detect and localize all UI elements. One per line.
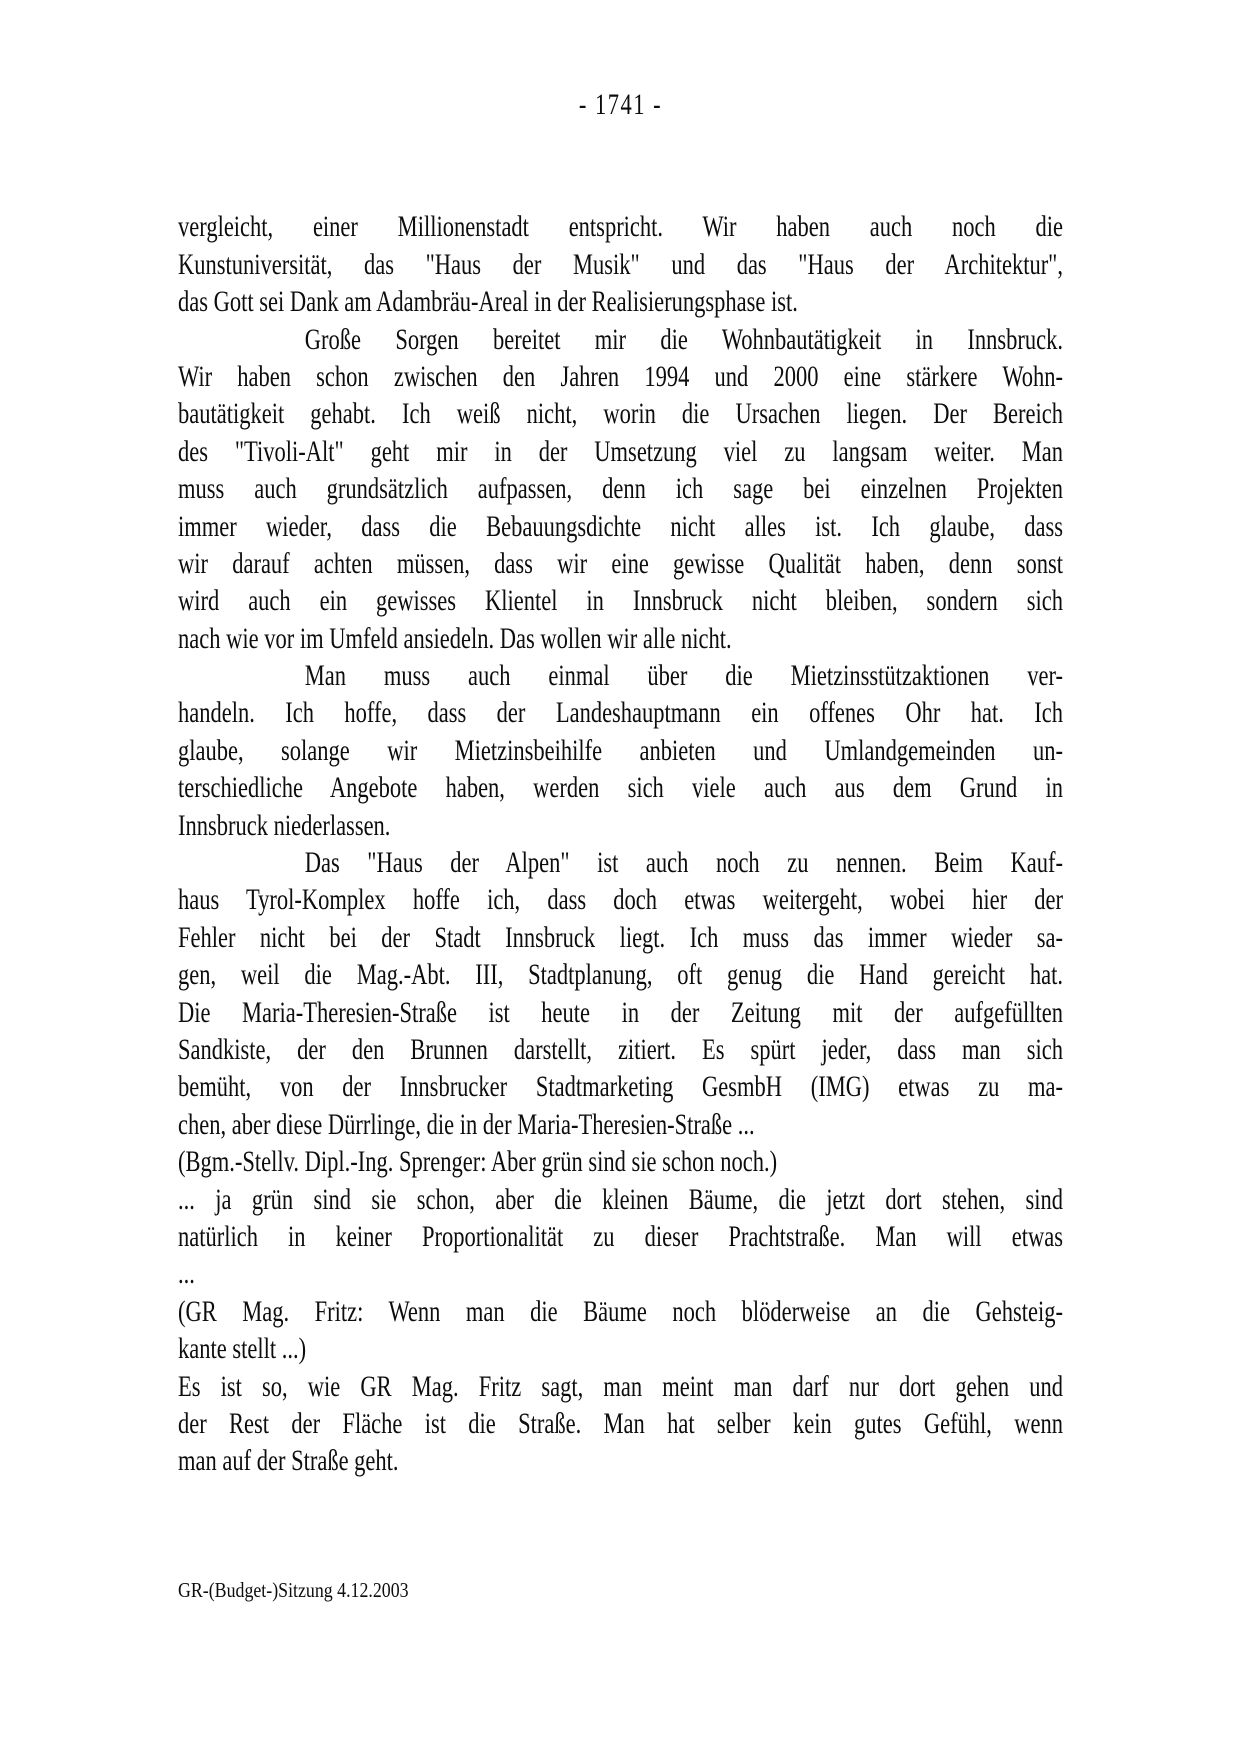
text-line: wird auch ein gewisses Klientel in Innsbruck nicht bleiben, sondern sich xyxy=(178,584,1063,618)
text-line: chen, aber diese Dürrlinge, die in der Maria-Theresien-Straße ... xyxy=(178,1107,755,1141)
text-line: vergleicht, einer Millionenstadt entspricht. Wir haben auch noch die xyxy=(178,210,1063,244)
text-line: muss auch grundsätzlich aufpassen, denn ich sage bei einzelnen Projekten xyxy=(178,472,1063,506)
text-line: Sandkiste, der den Brunnen darstellt, zitiert. Es spürt jeder, dass man sich xyxy=(178,1032,1063,1066)
text-line: haus Tyrol-Komplex hoffe ich, dass doch etwas weitergeht, wobei hier der xyxy=(178,883,1063,917)
footer-note: GR-(Budget-)Sitzung 4.12.2003 xyxy=(178,1578,409,1602)
paragraph xyxy=(178,1181,1063,1293)
paragraph xyxy=(178,1368,1063,1480)
text-line: ... ja grün sind sie schon, aber die kleinen Bäume, die jetzt dort stehen, sind xyxy=(178,1182,1063,1216)
text-line: der Rest der Fläche ist die Straße. Man hat selber kein gutes Gefühl, wenn xyxy=(178,1406,1063,1440)
text-line: Man muss auch einmal über die Mietzinsstützaktionen ver- xyxy=(304,659,1063,693)
paragraph xyxy=(178,208,1063,320)
text-line: bautätigkeit gehabt. Ich weiß nicht, worin die Ursachen liegen. Der Bereich xyxy=(178,397,1063,431)
text-line: bemüht, von der Innsbrucker Stadtmarketing GesmbH (IMG) etwas zu ma- xyxy=(178,1070,1063,1104)
text-line: (GR Mag. Fritz: Wenn man die Bäume noch blöderweise an die Gehsteig- xyxy=(178,1294,1063,1328)
text-line: Die Maria-Theresien-Straße ist heute in der Zeitung mit der aufgefüllten xyxy=(178,995,1063,1029)
text-line: immer wieder, dass die Bebauungsdichte nicht alles ist. Ich glaube, dass xyxy=(178,509,1063,543)
page-number: - 1741 - xyxy=(578,88,663,121)
paragraph xyxy=(178,1143,1063,1180)
text-line: handeln. Ich hoffe, dass der Landeshauptmann ein offenes Ohr hat. Ich xyxy=(178,696,1063,730)
text-line: gen, weil die Mag.-Abt. III, Stadtplanung, oft genug die Hand gereicht hat. xyxy=(178,958,1063,992)
text-line: Das "Haus der Alpen" ist auch noch zu nennen. Beim Kauf- xyxy=(304,846,1063,880)
document-body xyxy=(178,208,1063,1479)
paragraph xyxy=(178,1293,1063,1368)
text-line: Kunstuniversität, das "Haus der Musik" und das "Haus der Architektur", xyxy=(178,247,1063,281)
text-line: nach wie vor im Umfeld ansiedeln. Das wollen wir alle nicht. xyxy=(178,621,732,655)
text-line: (Bgm.-Stellv. Dipl.-Ing. Sprenger: Aber grün sind sie schon noch.) xyxy=(178,1145,778,1179)
text-line: wir darauf achten müssen, dass wir eine gewisse Qualität haben, denn sonst xyxy=(178,546,1063,580)
text-line: Es ist so, wie GR Mag. Fritz sagt, man meint man darf nur dort gehen und xyxy=(178,1369,1063,1403)
text-line: Fehler nicht bei der Stadt Innsbruck liegt. Ich muss das immer wieder sa- xyxy=(178,920,1063,954)
text-line: ... xyxy=(178,1257,195,1291)
paragraph xyxy=(178,321,1063,658)
paragraph xyxy=(178,657,1063,844)
text-line: glaube, solange wir Mietzinsbeihilfe anbieten und Umlandgemeinden un- xyxy=(178,733,1063,767)
text-line: terschiedliche Angebote haben, werden sich viele auch aus dem Grund in xyxy=(178,771,1063,805)
text-line: kante stellt ...) xyxy=(178,1332,307,1366)
paragraph xyxy=(178,844,1063,1143)
text-line: des "Tivoli-Alt" geht mir in der Umsetzung viel zu langsam weiter. Man xyxy=(178,434,1063,468)
text-line: Innsbruck niederlassen. xyxy=(178,808,391,842)
text-line: natürlich in keiner Proportionalität zu dieser Prachtstraße. Man will etwas xyxy=(178,1219,1063,1253)
text-line: Große Sorgen bereitet mir die Wohnbautätigkeit in Innsbruck. xyxy=(304,322,1063,356)
text-block xyxy=(178,86,1063,1480)
text-line: das Gott sei Dank am Adambräu-Areal in der Realisierungsphase ist. xyxy=(178,285,798,319)
text-line: man auf der Straße geht. xyxy=(178,1444,399,1478)
text-line: Wir haben schon zwischen den Jahren 1994 und 2000 eine stärkere Wohn- xyxy=(178,359,1063,393)
